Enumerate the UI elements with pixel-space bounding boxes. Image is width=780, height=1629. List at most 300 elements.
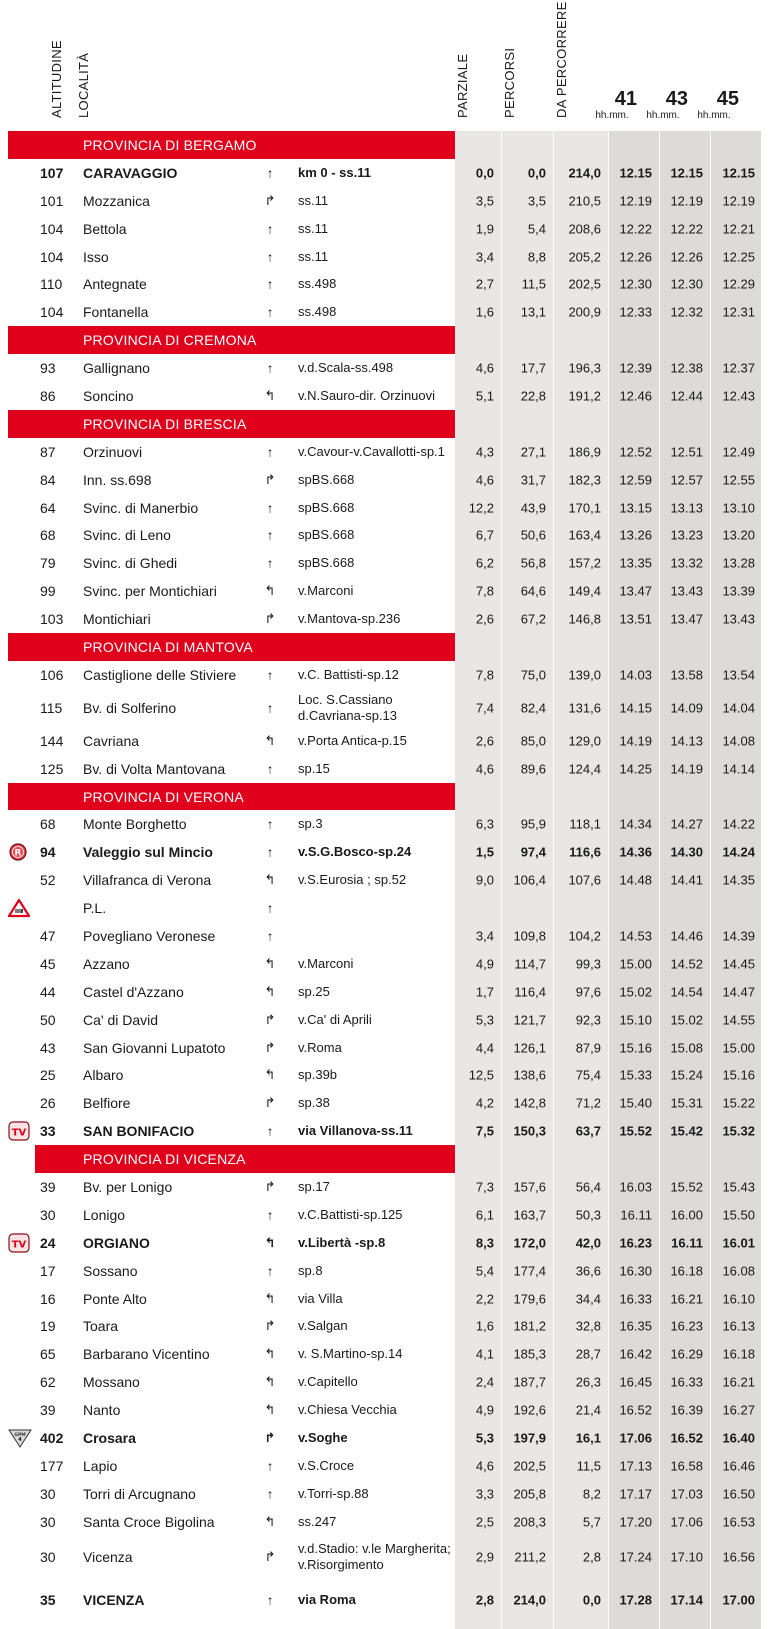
km-percorsi: 211,2 [514, 1549, 546, 1565]
km-parziale: 2,6 [475, 733, 494, 749]
location-name: Barbarano Vicentino [83, 1346, 210, 1363]
km-parziale: 4,6 [475, 472, 494, 488]
province-label: PROVINCIA DI CREMONA [83, 332, 257, 349]
time-speed-45: 13.10 [722, 500, 755, 516]
direction-straight-icon: ↑ [266, 844, 274, 860]
km-percorsi: 116,4 [514, 984, 546, 1000]
time-speed-43: 15.31 [670, 1095, 703, 1111]
altitude: 103 [40, 611, 64, 628]
time-speed-45: 16.56 [722, 1549, 755, 1565]
altitude: 106 [40, 666, 64, 683]
province-header [0, 326, 780, 354]
km-parziale: 5,1 [475, 388, 494, 404]
time-speed-41: 12.22 [619, 221, 652, 237]
direction-right-icon: ↱ [264, 1549, 276, 1565]
time-speed-45: 13.43 [722, 611, 755, 627]
km-percorsi: 0,0 [527, 165, 546, 181]
km-da-percorrere: 116,6 [569, 844, 601, 860]
altitude: 33 [40, 1123, 56, 1140]
time-speed-45: 14.35 [722, 872, 755, 888]
km-da-percorrere: 210,5 [568, 193, 601, 209]
km-da-percorrere: 42,0 [575, 1235, 601, 1251]
km-da-percorrere: 196,3 [568, 360, 601, 376]
km-parziale: 7,3 [475, 1179, 494, 1195]
road: sp.39b [298, 1067, 338, 1083]
km-parziale: 7,8 [475, 583, 494, 599]
road: v.Ca' di Aprili [298, 1011, 372, 1027]
road: ss.247 [298, 1513, 337, 1529]
road: spBS.668 [298, 527, 355, 543]
km-percorsi: 177,4 [513, 1263, 546, 1279]
km-da-percorrere: 104,2 [568, 928, 601, 944]
location-name: CARAVAGGIO [83, 164, 178, 181]
km-da-percorrere: 205,2 [568, 249, 601, 264]
time-speed-41: 16.23 [619, 1235, 652, 1251]
km-percorsi: 192,6 [513, 1402, 546, 1418]
time-speed-41: 17.06 [619, 1430, 652, 1446]
table-row [0, 1396, 780, 1424]
time-speed-43: 14.46 [670, 928, 703, 944]
direction-straight-icon: ↑ [266, 1207, 274, 1223]
province-label: PROVINCIA DI BRESCIA [83, 415, 247, 432]
table-row [0, 689, 780, 727]
time-speed-43: 16.11 [671, 1235, 703, 1251]
km-percorsi: 121,7 [513, 1012, 546, 1028]
table-row [0, 866, 780, 894]
road: via Villa [298, 1290, 343, 1306]
table-row [0, 549, 780, 577]
km-parziale: 2,4 [475, 1374, 494, 1390]
time-speed-45: 14.14 [722, 761, 755, 777]
direction-straight-icon: ↑ [266, 1458, 274, 1474]
km-percorsi: 64,6 [520, 583, 546, 599]
km-percorsi: 85,0 [520, 733, 546, 749]
time-speed-43: 12.30 [670, 276, 703, 292]
table-row [0, 1034, 780, 1062]
km-percorsi: 179,6 [513, 1291, 546, 1307]
table-row [0, 605, 780, 633]
road: v.S.Eurosia ; sp.52 [298, 872, 407, 888]
table-row [0, 661, 780, 689]
header-altitudine: ALTITUDINE [49, 40, 64, 118]
altitude: 45 [40, 955, 56, 972]
km-parziale: 6,1 [475, 1207, 494, 1223]
time-speed-43: 16.39 [670, 1402, 703, 1418]
altitude: 86 [40, 387, 56, 404]
time-speed-41: 12.59 [619, 472, 652, 488]
time-speed-41: 14.03 [619, 667, 652, 683]
time-speed-43: 14.19 [670, 761, 703, 777]
time-speed-45: 14.47 [722, 984, 755, 1000]
time-speed-45: 14.55 [722, 1012, 755, 1028]
altitude: 19 [40, 1318, 56, 1335]
road: v.Porta Antica-p.15 [298, 732, 407, 748]
time-speed-45: 13.39 [722, 583, 755, 599]
km-parziale: 7,5 [475, 1123, 494, 1139]
altitude: 104 [40, 304, 64, 321]
time-speed-41: 16.52 [619, 1402, 652, 1418]
time-speed-41: 14.19 [619, 733, 652, 749]
table-row [0, 1089, 780, 1117]
time-speed-43: 14.30 [670, 844, 703, 860]
time-speed-41: 12.15 [619, 165, 652, 181]
road: spBS.668 [298, 499, 355, 515]
table-row [0, 1173, 780, 1201]
province-label: PROVINCIA DI MANTOVA [83, 638, 253, 655]
road: via Roma [298, 1592, 356, 1608]
km-da-percorrere: 163,4 [568, 527, 601, 543]
km-da-percorrere: 202,5 [568, 276, 601, 292]
table-row [0, 243, 780, 271]
km-da-percorrere: 32,8 [575, 1318, 601, 1334]
location-name: Albaro [83, 1067, 124, 1084]
location-name: Gallignano [83, 360, 150, 377]
time-speed-43: 13.58 [670, 667, 703, 683]
km-percorsi: 157,6 [513, 1179, 546, 1195]
table-row [0, 494, 780, 522]
time-speed-41: 14.15 [619, 700, 652, 716]
table-row [0, 727, 780, 755]
km-percorsi: 185,3 [513, 1346, 546, 1362]
km-parziale: 2,9 [475, 1549, 494, 1565]
direction-right-icon: ↱ [264, 1179, 276, 1194]
time-speed-45: 14.45 [722, 956, 755, 972]
time-speed-43: 17.06 [670, 1514, 703, 1530]
refreshment-point-icon [8, 842, 28, 862]
time-speed-45: 16.01 [722, 1235, 755, 1251]
location-name: Bv. per Lonigo [83, 1179, 173, 1195]
time-speed-41: 14.25 [619, 761, 652, 777]
direction-right-icon: ↱ [264, 611, 276, 627]
location-name: Belfiore [83, 1095, 131, 1112]
time-speed-43: 17.10 [670, 1549, 703, 1565]
table-row [0, 187, 780, 215]
altitude: 30 [40, 1206, 56, 1223]
time-speed-41: 15.10 [619, 1012, 652, 1028]
gpm-climb-icon [8, 1428, 28, 1448]
time-speed-45: 12.49 [722, 444, 755, 460]
road: v.C.Battisti-sp.125 [298, 1206, 403, 1222]
province-header [0, 633, 780, 661]
km-percorsi: 187,7 [513, 1374, 546, 1390]
time-speed-45: 16.50 [722, 1486, 755, 1502]
direction-straight-icon: ↑ [266, 249, 274, 264]
time-speed-45: 12.37 [722, 360, 755, 376]
table-row [0, 1452, 780, 1480]
direction-straight-icon: ↑ [266, 761, 274, 777]
km-parziale: 9,0 [475, 872, 494, 888]
road: spBS.668 [298, 471, 355, 487]
km-percorsi: 13,1 [520, 304, 546, 320]
location-name: Mozzanica [83, 192, 150, 209]
time-speed-45: 12.29 [722, 276, 755, 292]
km-da-percorrere: 149,4 [568, 583, 601, 599]
direction-left-icon: ↰ [264, 1374, 276, 1390]
table-row [0, 298, 780, 326]
table-row [0, 159, 780, 187]
time-speed-45: 16.18 [722, 1346, 755, 1362]
table-row [0, 922, 780, 950]
direction-straight-icon: ↑ [266, 1592, 274, 1608]
time-speed-45: 14.22 [722, 816, 755, 832]
km-parziale: 4,1 [475, 1346, 494, 1362]
km-da-percorrere: 200,9 [568, 304, 601, 320]
km-percorsi: 142,8 [513, 1095, 546, 1111]
road: v.Torri-sp.88 [298, 1485, 369, 1501]
km-da-percorrere: 75,4 [575, 1067, 601, 1083]
table-row [0, 1313, 780, 1341]
time-speed-45: 17.00 [722, 1592, 755, 1608]
km-parziale: 5,3 [475, 1012, 494, 1028]
km-da-percorrere: 71,2 [575, 1095, 601, 1111]
location-name: Bettola [83, 220, 127, 237]
km-da-percorrere: 56,4 [575, 1179, 601, 1195]
location-name: Castiglione delle Stiviere [83, 666, 237, 683]
km-da-percorrere: 191,2 [568, 388, 601, 404]
km-percorsi: 5,4 [527, 221, 546, 237]
km-percorsi: 89,6 [520, 761, 546, 777]
km-percorsi: 114,7 [514, 956, 546, 972]
km-percorsi: 172,0 [513, 1235, 546, 1251]
km-parziale: 3,5 [475, 193, 494, 209]
km-parziale: 3,3 [475, 1486, 494, 1502]
km-percorsi: 106,4 [513, 872, 546, 888]
km-da-percorrere: 97,6 [575, 984, 601, 1000]
time-speed-43: 15.42 [670, 1123, 703, 1139]
time-speed-43: 12.32 [670, 304, 703, 320]
province-label: PROVINCIA DI VERONA [83, 788, 244, 805]
km-percorsi: 27,1 [520, 444, 546, 460]
road: ss.11 [298, 192, 329, 208]
tv-icon [8, 1233, 28, 1253]
location-name: Bv. di Volta Mantovana [83, 760, 226, 777]
km-da-percorrere: 5,7 [582, 1514, 601, 1530]
location-name: Ponte Alto [83, 1290, 147, 1307]
location-name: Azzano [83, 955, 130, 972]
table-row [0, 1257, 780, 1285]
km-parziale: 4,3 [475, 444, 494, 460]
direction-straight-icon: ↑ [266, 444, 274, 460]
direction-left-icon: ↰ [264, 732, 276, 748]
km-parziale: 0,0 [475, 165, 494, 181]
direction-left-icon: ↰ [264, 1234, 276, 1250]
time-speed-43: 14.13 [670, 733, 703, 749]
km-percorsi: 56,8 [520, 555, 546, 571]
km-da-percorrere: 170,1 [568, 500, 601, 516]
km-percorsi: 67,2 [520, 611, 546, 627]
time-speed-41: 14.53 [619, 928, 652, 944]
road: v.N.Sauro-dir. Orzinuovi [298, 387, 436, 403]
direction-left-icon: ↰ [264, 1402, 276, 1418]
location-name: Bv. di Solferino [83, 699, 177, 716]
time-speed-43: 14.52 [670, 956, 703, 972]
time-speed-41: 15.40 [619, 1095, 652, 1111]
time-speed-45: 13.54 [722, 667, 755, 683]
time-speed-45: 16.08 [722, 1263, 755, 1279]
km-percorsi: 181,2 [513, 1318, 546, 1334]
direction-left-icon: ↰ [264, 955, 276, 971]
km-parziale: 1,7 [475, 984, 494, 1000]
altitude: 125 [40, 760, 64, 777]
direction-straight-icon: ↑ [266, 360, 274, 376]
table-row [0, 838, 780, 866]
time-speed-43: 17.03 [670, 1486, 703, 1502]
km-percorsi: 138,6 [513, 1067, 546, 1083]
time-speed-45: 16.27 [722, 1402, 755, 1418]
time-speed-43: 14.41 [670, 872, 703, 888]
km-percorsi: 22,8 [520, 388, 546, 404]
province-header [0, 131, 780, 159]
time-speed-43: 16.58 [670, 1458, 703, 1474]
table-row [0, 354, 780, 382]
km-da-percorrere: 146,8 [568, 611, 601, 627]
direction-left-icon: ↰ [264, 983, 276, 999]
time-speed-41: 13.26 [619, 527, 652, 543]
km-percorsi: 82,4 [520, 700, 546, 716]
km-percorsi: 150,3 [513, 1123, 546, 1139]
time-speed-41: 17.17 [619, 1486, 652, 1502]
time-speed-43: 12.44 [670, 388, 703, 404]
time-speed-41: 15.00 [619, 956, 652, 972]
km-da-percorrere: 139,0 [568, 667, 601, 683]
time-speed-45: 14.08 [722, 733, 755, 749]
time-speed-41: 16.11 [620, 1207, 652, 1223]
time-speed-41: 15.16 [619, 1040, 652, 1056]
km-parziale: 7,4 [475, 700, 494, 716]
header-speed-43: 43 hh.mm. [646, 88, 688, 121]
km-parziale: 6,3 [475, 816, 494, 832]
km-da-percorrere: 8,2 [582, 1486, 601, 1502]
time-speed-45: 15.00 [722, 1040, 755, 1056]
km-percorsi: 11,5 [521, 276, 546, 292]
time-speed-43: 15.08 [670, 1040, 703, 1056]
table-row [0, 1006, 780, 1034]
time-speed-45: 16.10 [722, 1291, 755, 1307]
km-parziale: 3,4 [475, 928, 494, 944]
time-speed-43: 13.47 [670, 611, 703, 627]
altitude: 62 [40, 1374, 56, 1391]
altitude: 402 [40, 1430, 64, 1447]
time-speed-41: 16.35 [619, 1318, 652, 1334]
time-speed-45: 14.39 [722, 928, 755, 944]
tv-icon [8, 1121, 28, 1141]
table-row [0, 1508, 780, 1536]
location-name: Soncino [83, 387, 134, 404]
km-da-percorrere: 26,3 [575, 1374, 601, 1390]
time-speed-41: 13.35 [619, 555, 652, 571]
table-row [0, 438, 780, 466]
time-speed-43: 15.24 [670, 1067, 703, 1083]
km-percorsi: 163,7 [513, 1207, 546, 1223]
table-row [0, 810, 780, 838]
km-parziale: 6,2 [475, 555, 494, 571]
location-name: Torri di Arcugnano [83, 1485, 196, 1502]
table-row [0, 466, 780, 494]
km-parziale: 2,2 [475, 1291, 494, 1307]
location-name: ORGIANO [83, 1234, 150, 1251]
km-da-percorrere: 131,6 [568, 700, 601, 716]
km-parziale: 4,4 [475, 1040, 494, 1056]
road: spBS.668 [298, 555, 355, 571]
location-name: Svinc. di Ghedi [83, 555, 178, 572]
altitude: 94 [40, 844, 56, 861]
time-speed-45: 15.32 [722, 1123, 755, 1139]
km-parziale: 2,8 [475, 1592, 494, 1608]
time-speed-43: 16.18 [670, 1263, 703, 1279]
road: v.C. Battisti-sp.12 [298, 666, 399, 682]
km-percorsi: 208,3 [513, 1514, 546, 1530]
time-speed-43: 12.38 [670, 360, 703, 376]
time-speed-45: 13.28 [722, 555, 755, 571]
km-da-percorrere: 87,9 [575, 1040, 601, 1056]
direction-left-icon: ↰ [264, 1513, 276, 1529]
location-name: VICENZA [83, 1592, 145, 1609]
altitude: 104 [40, 248, 64, 265]
svg-text:GPM: GPM [14, 1433, 26, 1439]
table-row [0, 1201, 780, 1229]
table-row [0, 270, 780, 298]
km-percorsi: 205,8 [513, 1486, 546, 1502]
road: v.Chiesa Vecchia [298, 1402, 397, 1418]
location-name: Lapio [83, 1457, 118, 1474]
time-speed-43: 13.13 [670, 500, 703, 516]
location-name: Toara [83, 1318, 119, 1335]
time-speed-41: 16.03 [619, 1179, 652, 1195]
time-speed-41: 12.19 [619, 193, 652, 209]
time-speed-41: 15.33 [619, 1067, 652, 1083]
svg-text:4: 4 [18, 1437, 22, 1444]
altitude: 44 [40, 983, 56, 1000]
altitude: 30 [40, 1549, 56, 1566]
province-header [0, 410, 780, 438]
time-speed-43: 12.57 [670, 472, 703, 488]
time-speed-43: 13.43 [670, 583, 703, 599]
province-label: PROVINCIA DI BERGAMO [83, 136, 257, 153]
road: sp.25 [298, 983, 330, 999]
time-speed-41: 14.48 [619, 872, 652, 888]
header-localita: LOCALITÀ [76, 52, 91, 118]
time-speed-45: 12.21 [722, 221, 755, 237]
time-speed-41: 12.39 [619, 360, 652, 376]
time-speed-43: 13.32 [670, 555, 703, 571]
time-speed-43: 14.09 [670, 700, 703, 716]
km-parziale: 1,6 [475, 1318, 494, 1334]
altitude: 39 [40, 1179, 56, 1195]
time-speed-41: 15.02 [619, 984, 652, 1000]
km-da-percorrere: 50,3 [575, 1207, 601, 1223]
time-speed-43: 16.29 [670, 1346, 703, 1362]
table-row [0, 1579, 780, 1622]
km-da-percorrere: 208,6 [568, 221, 601, 237]
km-parziale: 1,6 [475, 304, 494, 320]
svg-text:TV: TV [11, 1239, 27, 1251]
km-parziale: 2,7 [475, 276, 494, 292]
location-name: SAN BONIFACIO [83, 1123, 195, 1140]
direction-right-icon: ↱ [264, 1095, 276, 1111]
time-speed-45: 16.46 [722, 1458, 755, 1474]
direction-right-icon: ↱ [264, 1318, 276, 1334]
road: v.Marconi [298, 955, 354, 971]
location-name: Sossano [83, 1262, 138, 1279]
time-speed-45: 15.50 [722, 1207, 755, 1223]
road: km 0 - ss.11 [298, 164, 371, 180]
time-speed-41: 14.36 [619, 844, 652, 860]
km-parziale: 4,9 [475, 956, 494, 972]
time-speed-41: 16.42 [619, 1346, 652, 1362]
time-speed-43: 12.19 [670, 193, 703, 209]
km-parziale: 4,2 [475, 1095, 494, 1111]
km-parziale: 12,2 [468, 500, 494, 516]
